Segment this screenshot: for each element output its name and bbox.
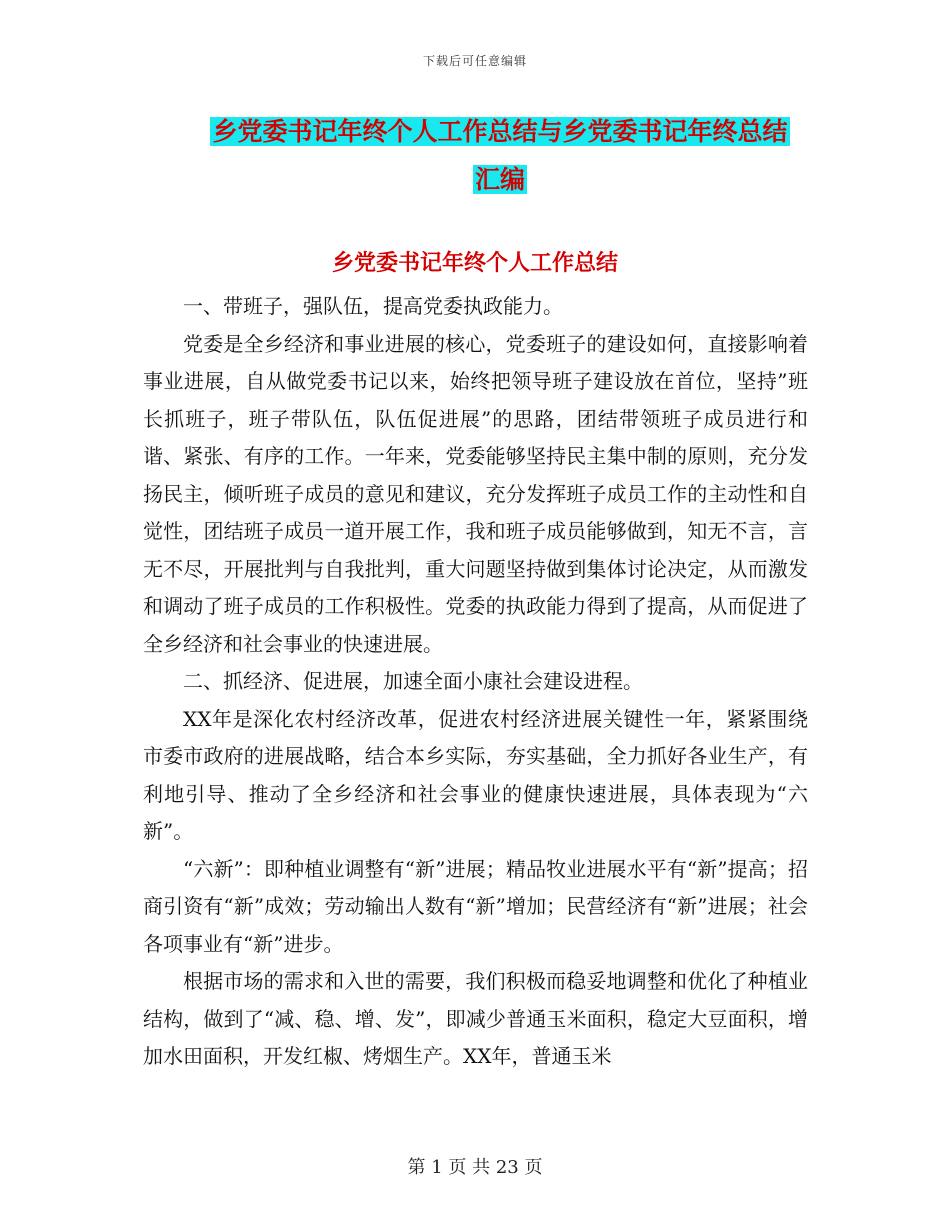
document-title-line1: 乡党委书记年终个人工作总结与乡党委书记年终总结 [212,117,788,146]
document-title [120,108,880,204]
paragraph: 二、抓经济、促进展，加速全面小康社会建设进程。 [183,669,643,693]
paragraph: “六新”：即种植业调整有“新”进展；精品牧业进展水平有“新”提高；招商引资有“新”成效；劳动输出人数有“新”增加；民营经济有“新”进展；社会各项事业有“新”进步。 [143,856,808,956]
page-footer: 第 1 页 共 23 页 [407,1157,543,1178]
header-note: 下载后可任意编辑 [422,54,527,68]
document-body [143,288,808,1076]
document-title-line2: 汇编 [474,165,525,194]
paragraph: 一、带班子，强队伍，提高党委执政能力。 [183,294,563,318]
section-title: 乡党委书记年终个人工作总结 [331,251,618,276]
paragraph: 党委是全乡经济和事业进展的核心，党委班子的建设如何，直接影响着事业进展，自从做党委书记以来，始终把领导班子建设放在首位，坚持”班长抓班子，班子带队伍，队伍促进展”的思路，团结带领班子成员进行和谐、紧张、有序的工作。一年来，党委能够坚持民主集中制的原则，充分发扬民主，倾听班子成员的意见和建议，充分发挥班子成员工作的主动性和自觉性，团结班子成员一道开展工作，我和班子成员能够做到，知无不言，言无不尽，开展批判与自我批判，重大问题坚持做到集体讨论决定，从而激发和调动了班子成员的工作积极性。党委的执政能力得到了提高，从而促进了全乡经济和社会事业的快速进展。 [143,331,808,656]
paragraph: 根据市场的需求和入世的需要，我们积极而稳妥地调整和优化了种植业结构，做到了“减、稳、增、发”，即减少普通玉米面积，稳定大豆面积，增加水田面积，开发红椒、烤烟生产。XX年，普通玉米 [143,969,808,1068]
paragraph: XX年是深化农村经济改革，促进农村经济进展关键性一年，紧紧围绕市委市政府的进展战略，结合本乡实际，夯实基础，全力抓好各业生产，有利地引导、推动了全乡经济和社会事业的健康快速进展，具体表现为“六新”。 [143,706,808,843]
